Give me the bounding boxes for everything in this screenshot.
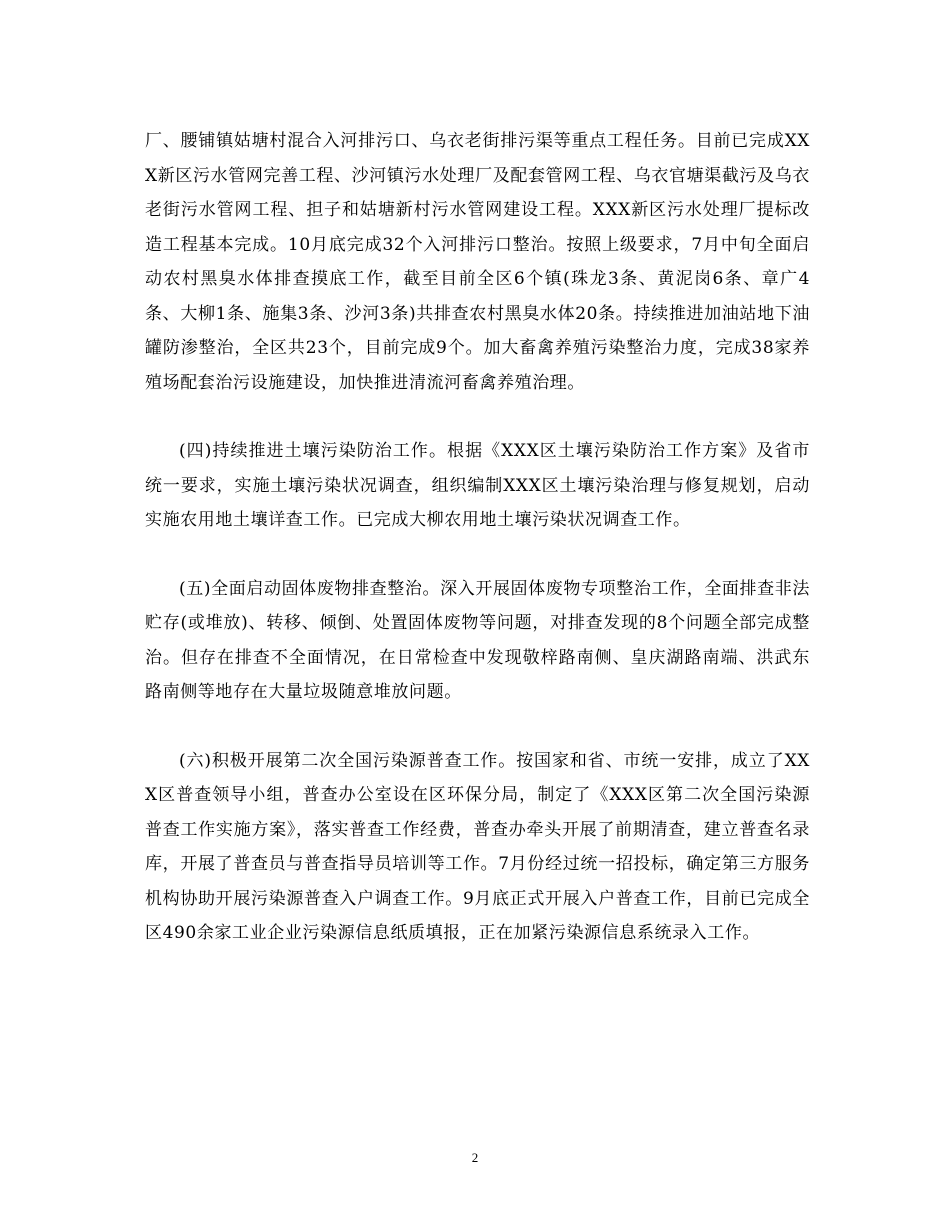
paragraph-soil-pollution: (四)持续推进土壤污染防治工作。根据《XXX区土壤污染防治工作方案》及省市统一要求，实施土壤污染状况调查，组织编制XXX区土壤污染治理与修复规划，启动实施农用地土壤详查工作。已完成大柳农用地土壤污染状况调查工作。 [145, 441, 810, 530]
page-number: 2 [471, 1150, 479, 1165]
document-body [145, 124, 810, 951]
paragraph-gap [145, 538, 810, 572]
paragraph-solid-waste: (五)全面启动固体废物排查整治。深入开展固体废物专项整治工作，全面排查非法贮存(或堆放)、转移、倾倒、处置固体废物等问题，对排查发现的8个问题全部完成整治。但存在排查不全面情况，在日常检查中发现敬梓路南侧、皇庆湖路南端、洪武东路南侧等地存在大量垃圾随意堆放问题。 [145, 578, 810, 702]
paragraph-pollution-census: (六)积极开展第二次全国污染源普查工作。按国家和省、市统一安排，成立了XXX区普查领导小组，普查办公室设在区环保分局，制定了《XXX区第二次全国污染源普查工作实施方案》，落实普查工作经费，普查办牵头开展了前期清查，建立普查名录库，开展了普查员与普查指导员培训等工作。7月份经过统一招投标，确定第三方服务机构协助开展污染源普查入户调查工作。9月底正式开展入户普查工作，目前已完成全区490余家工业企业污染源信息纸质填报，正在加紧污染源信息系统录入工作。 [145, 750, 810, 943]
paragraph-gap [145, 400, 810, 434]
paragraph-gap [145, 710, 810, 744]
paragraph-water-pollution-continued: 厂、腰铺镇姑塘村混合入河排污口、乌衣老街排污渠等重点工程任务。目前已完成XXX新区污水管网完善工程、沙河镇污水处理厂及配套管网工程、乌衣官塘渠截污及乌衣老街污水管网工程、担子和姑塘新村污水管网建设工程。XXX新区污水处理厂提标改造工程基本完成。10月底完成32个入河排污口整治。按照上级要求，7月中旬全面启动农村黑臭水体排查摸底工作，截至目前全区6个镇(珠龙3条、黄泥岗6条、章广4条、大柳1条、施集3条、沙河3条)共排查农村黑臭水体20条。持续推进加油站地下油罐防渗整治，全区共23个，目前完成9个。加大畜禽养殖污染整治力度，完成38家养殖场配套治污设施建设，加快推进清流河畜禽养殖治理。 [145, 131, 810, 393]
